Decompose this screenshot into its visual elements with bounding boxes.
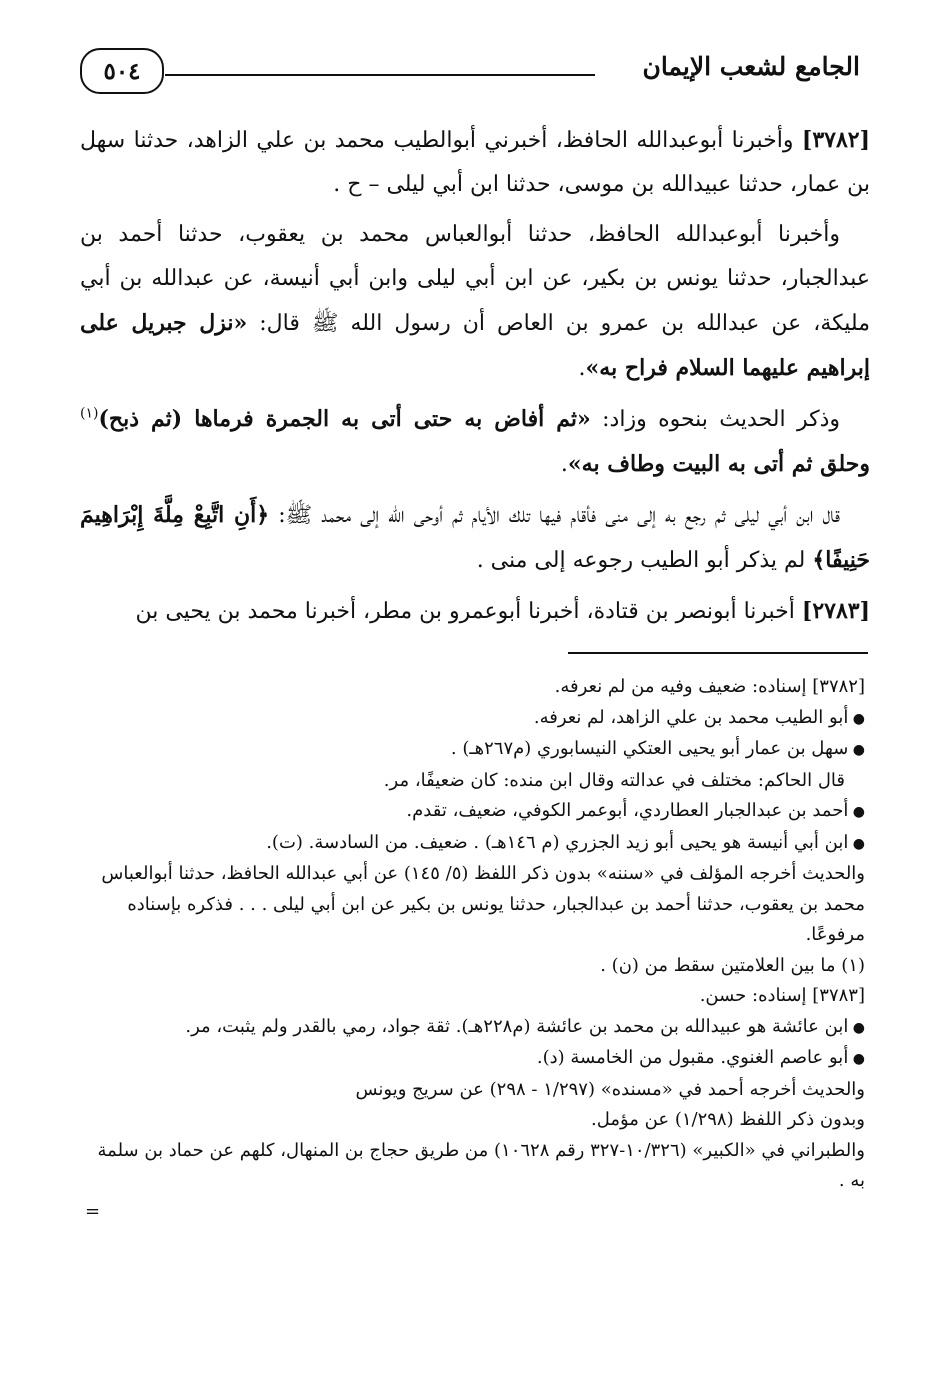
hadith-2783 (80, 589, 870, 634)
header-rule (165, 74, 595, 76)
narrator-note: ● أبو الطيب محمد بن علي الزاهد، لم نعرفه. (85, 703, 865, 735)
footnote-separator (568, 652, 868, 654)
hadith-text: وأخبرنا أبوعبدالله الحافظ، أخبرني أبوالطيب محمد بن علي الزاهد، حدثنا سهل بن عمار، حدثنا عبيدالله بن موسى، حدثنا ابن أبي ليلى – ح . (80, 128, 870, 197)
narrator-note: ● أبو عاصم الغنوي. مقبول من الخامسة (د). (85, 1043, 865, 1075)
takhrij-note: والطبراني في «الكبير» (١٠/٣٢٦-٣٢٧ رقم ١٠٦٢٨) من طريق حجاج بن المنهال، كلهم عن حماد بن سلمة به . (97, 1139, 865, 1191)
footnote-heading: [٣٧٨٣] إسناده: حسن. (699, 985, 865, 1006)
page-number: ٥٠٤ (80, 48, 164, 94)
hadith-number: [٣٧٨٢] (801, 127, 870, 153)
footnotes (85, 672, 865, 1227)
hadith-quote: «ثم أفاض به حتى أتى به الجمرة فرماها (ثم ذبح) (98, 406, 591, 432)
quran-verse: ﴿أَنِ اتَّبِعْ مِلَّةَ إِبْرَاهِيمَ حَنِيفًا﴾ (80, 502, 870, 573)
takhrij-note: وبدون ذكر اللفظ (١/٢٩٨) عن مؤمل. (591, 1109, 865, 1130)
punctuation: . (560, 452, 568, 477)
page-header (70, 44, 870, 104)
continuation-mark: = (85, 1200, 101, 1222)
hadith-3782 (80, 118, 870, 207)
narrator-note: ● ابن أبي أنيسة هو يحيى أبو زيد الجزري (م ١٤٦هـ) . ضعيف. من السادسة. (ت). (85, 828, 865, 860)
hadith-quote: «نزل جبريل على إبراهيم عليهما السلام فراح به» (80, 310, 870, 381)
narrator-note-detail: قال الحاكم: مختلف في عدالته وقال ابن منده: كان ضعيفًا، مر. (383, 769, 845, 791)
hadith-text: قال ابن أبي ليلى ثم رجع به إلى منى فأقام فيها تلك الأيام ثم أوحى الله إلى محمد ﷺ: (269, 503, 841, 528)
hadith-3782-comment (80, 493, 870, 583)
narrator-note: ● أحمد بن عبدالجبار العطاردي، أبوعمر الكوفي، ضعيف، تقدم. (85, 796, 865, 828)
takhrij-note: والحديث أخرجه المؤلف في «سننه» بدون ذكر اللفظ (٥/ ١٤٥) عن أبي عبدالله الحافظ، حدثنا أبوالعباس محمد بن يعقوب، حدثنا أحمد بن عبدالجبار، حدثنا يونس بن بكير عن ابن أبي ليلى . . . فذكره بإسناده مرفوعًا. (101, 863, 865, 945)
hadith-text: أخبرنا أبونصر بن قتادة، أخبرنا أبوعمرو بن مطر، أخبرنا محمد بن يحيى بن (135, 599, 802, 624)
footnote-marker: (١) (80, 405, 99, 422)
margin-note: (١) ما بين العلامتين سقط من (ن) . (600, 954, 865, 976)
hadith-quote-continued: وحلق ثم أتى به البيت وطاف به» (567, 451, 870, 477)
punctuation: . (578, 356, 586, 381)
footnote-heading: [٣٧٨٢] إسناده: ضعيف وفيه من لم نعرفه. (554, 676, 865, 697)
hadith-text: وأخبرنا أبوعبدالله الحافظ، حدثنا أبوالعباس محمد بن يعقوب، حدثنا أحمد بن عبدالجبار، حدثنا يونس بن بكير، عن ابن أبي ليلى وابن أبي أنيسة، عن عبدالله بن أبي مليكة، عن عبدالله بن عمرو بن العاص أن رسول الله ﷺ قال: (80, 222, 870, 336)
running-title: الجامع لشعب الإيمان (642, 52, 860, 81)
narrator-note: ● سهل بن عمار أبو يحيى العتكي النيسابوري (م٢٦٧هـ) . (85, 734, 865, 766)
hadith-3782-addition (80, 397, 870, 487)
hadith-text: وذكر الحديث بنحوه وزاد: (590, 407, 840, 432)
takhrij-note: والحديث أخرجه أحمد في «مسنده» (١/٢٩٧ - ٢٩٨) عن سريج ويونس (355, 1078, 865, 1100)
hadith-3782-second-chain (80, 213, 870, 391)
hadith-text-end: لم يذكر أبو الطيب رجوعه إلى منى . (476, 548, 813, 573)
hadith-number: [٢٧٨٣] (801, 598, 870, 624)
main-text (80, 118, 870, 640)
narrator-note: ● ابن عائشة هو عبيدالله بن محمد بن عائشة (م٢٢٨هـ). ثقة جواد، رمي بالقدر ولم يثبت، مر. (85, 1012, 865, 1044)
